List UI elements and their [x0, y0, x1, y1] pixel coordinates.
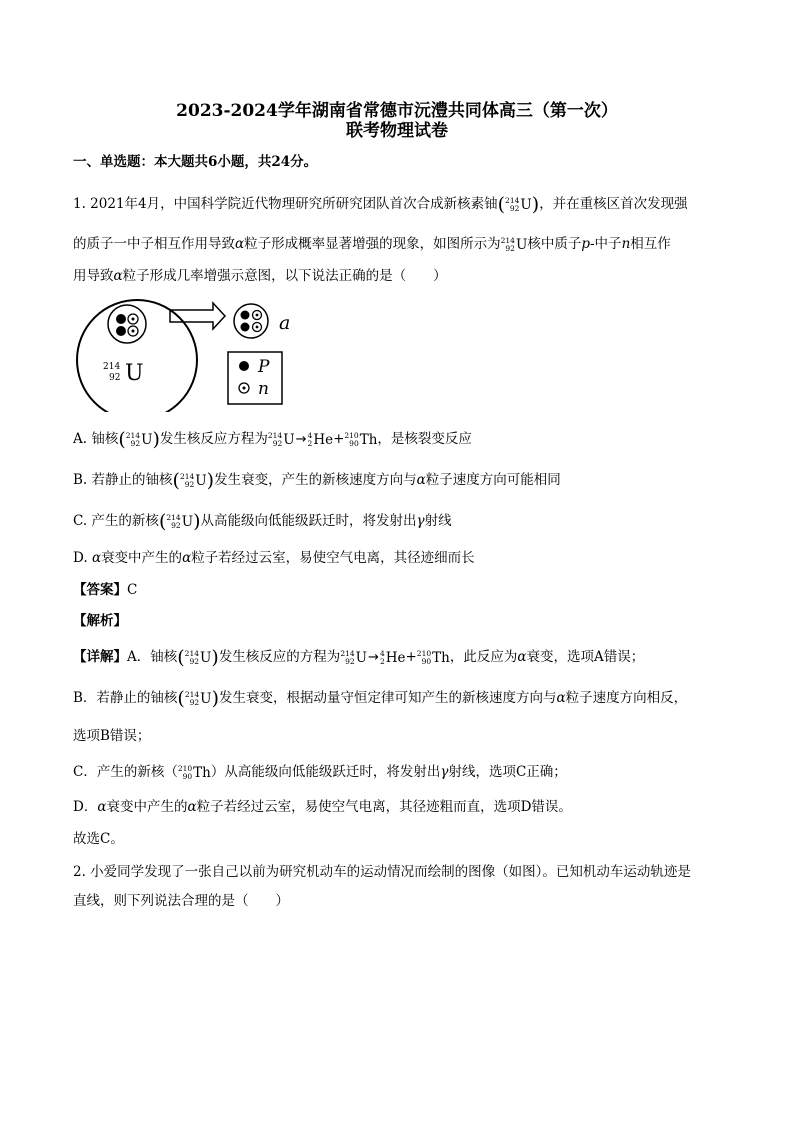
proton-symbol: p [581, 236, 590, 252]
gamma-symbol: γ [416, 513, 425, 529]
q1-line-1 [73, 192, 688, 216]
isotope-he4: 4 2 He [307, 430, 334, 448]
alpha-cluster-circle [108, 305, 146, 343]
legend-proton-dot [239, 361, 249, 371]
isotope-u214: 214 92 U [184, 689, 212, 707]
gamma-symbol: γ [440, 764, 449, 780]
alpha-symbol: α [113, 268, 123, 284]
isotope-th210: 210 90 Th [416, 648, 450, 666]
answer-value: C [127, 582, 138, 598]
alpha-symbol: α [556, 690, 566, 706]
alpha-symbol: α [91, 550, 102, 566]
option-text: 射线 [424, 513, 452, 529]
diagram-u-mass: 214 [103, 362, 121, 372]
q1-text: 用导致 [73, 268, 114, 284]
alpha-symbol: α [182, 550, 192, 566]
detail-b-cont: 选项B错误； [73, 728, 151, 744]
detail-a: 【详解】A．铀核( 214 92 U )发生核反应的方程为 214 92 U → 4 2 He + 210 90 Th ，此反应为α衰变，选项A错误； [73, 646, 645, 669]
option-text: ，是核裂变反应 [377, 431, 472, 447]
element-symbol: U [520, 196, 532, 213]
alpha-symbol: α [235, 236, 245, 252]
alpha-label: a [279, 312, 291, 334]
option-text: A. 铀核 [73, 431, 119, 447]
alpha-formation-diagram [73, 297, 333, 412]
q1-text: 相互作 [630, 236, 671, 252]
q1-text: 核中质子 [527, 236, 582, 252]
detail-b: B．若静止的铀核( 214 92 U )发生衰变，根据动量守恒定律可知产生的新核速度方向与α粒子速度方向相反， [73, 687, 688, 710]
alpha-particle-circle [234, 304, 268, 338]
isotope-u214 [501, 237, 528, 253]
q1-text: 的质子一中子相互作用导致 [73, 236, 235, 252]
option-text: B. 若静止的铀核 [73, 472, 173, 488]
q2-line-2: 直线，则下列说法合理的是（ ） [73, 893, 289, 909]
detail-d: D．α衰变中产生的α粒子若经过云室，易使空气电离，其径迹粗而直，选项D错误。 [73, 799, 572, 815]
q1-text: 粒子形成概率显著增强的现象，如图所示为 [244, 236, 501, 252]
neutron-symbol: n [621, 236, 631, 252]
option-text: 发生衰变，产生的新核速度方向与 [214, 472, 417, 488]
alpha-symbol: α [416, 472, 426, 488]
reaction-arrow: → [368, 650, 379, 665]
q1-line-3 [73, 264, 447, 284]
q1-line-2 [73, 232, 671, 253]
option-b: B. 若静止的铀核( 214 92 U )发生衰变，产生的新核速度方向与α粒子速度方向可能相同 [73, 469, 561, 492]
paren-open: ( [497, 193, 506, 216]
option-text: 从高能级向低能级跃迁时，将发射出 [200, 513, 417, 529]
paren-close: ) [531, 193, 540, 216]
isotope-u214: 214 92 U [340, 648, 368, 666]
option-text: 粒子若经过云室，易使空气电离，其径迹细而长 [191, 550, 475, 566]
plus-sign: + [333, 431, 345, 447]
legend-proton-label: P [258, 357, 270, 377]
option-text: 衰变中产生的 [101, 550, 183, 566]
q1-text: ，并在重核区首次发现强 [539, 196, 688, 212]
analysis-label: 【解析】 [73, 613, 127, 629]
option-text: C. 产生的新核 [73, 513, 159, 529]
q1-text: 1. 2021年4月，中国科学院近代物理研究所研究团队首次合成新核素铀 [73, 196, 498, 212]
q2-line-1: 2. 小爱同学发现了一张自己以前为研究机动车的运动情况而绘制的图像（如图）。已知机动车运动轨迹是 [73, 864, 691, 880]
answer-line [73, 578, 137, 598]
option-a: A. 铀核( 214 92 U )发生核反应方程为 214 92 U → 4 2 He + 210 90 Th ，是核裂变反应 [73, 428, 472, 451]
option-text: 粒子速度方向可能相同 [425, 472, 561, 488]
isotope-u214: 214 92 U [125, 430, 153, 448]
plus-sign: + [405, 649, 417, 665]
document-title-line-1: 2023-2024学年湖南省常德市沅澧共同体高三（第一次） [176, 101, 618, 121]
isotope-u214: 214 92 U [179, 471, 207, 489]
option-c: C. 产生的新核( 214 92 U )从高能级向低能级跃迁时，将发射出γ射线 [73, 510, 452, 533]
mass-number: 214 [500, 235, 515, 245]
diagram-u-symbol: U [125, 361, 144, 386]
section-heading: 一、单选题：本大题共6小题，共24分。 [73, 154, 318, 170]
legend-neutron-label: n [258, 379, 269, 399]
option-d [73, 546, 475, 566]
isotope-he4: 4 2 He [379, 648, 406, 666]
q1-text: 粒子形成几率增强示意图，以下说法正确的是（ ） [122, 268, 447, 284]
option-text: 发生核反应方程为 [159, 431, 268, 447]
element-symbol: U [515, 236, 528, 253]
isotope-u214 [505, 197, 532, 213]
reaction-arrow: → [295, 432, 307, 447]
detail-label: 【详解】 [73, 649, 127, 665]
proton-dot [116, 314, 126, 324]
diagram-u-num: 92 [109, 373, 121, 383]
isotope-th210: 210 90 Th [177, 763, 211, 781]
q1-text: -中子 [590, 236, 622, 252]
isotope-u214: 214 92 U [267, 430, 295, 448]
document-title-line-2: 联考物理试卷 [346, 121, 448, 141]
alpha-symbol: α [187, 799, 197, 815]
atomic-number: 92 [505, 243, 515, 253]
answer-label: 【答案】 [73, 582, 127, 598]
isotope-u214: 214 92 U [184, 648, 212, 666]
isotope-th210: 210 90 Th [344, 430, 378, 448]
legend-box [228, 352, 282, 404]
conclusion: 故选C。 [73, 831, 124, 847]
alpha-symbol: α [97, 799, 107, 815]
proton-dot [116, 326, 126, 336]
option-text: D. [73, 550, 88, 566]
alpha-symbol: α [517, 649, 527, 665]
isotope-u214: 214 92 U [166, 512, 194, 530]
atomic-number: 92 [509, 203, 520, 213]
proton-dot [241, 323, 250, 332]
proton-dot [241, 311, 250, 320]
mass-number: 214 [505, 195, 520, 205]
detail-c: C．产生的新核（ 210 90 Th ）从高能级向低能级跃迁时，将发射出γ射线，选项C正确； [73, 763, 567, 781]
